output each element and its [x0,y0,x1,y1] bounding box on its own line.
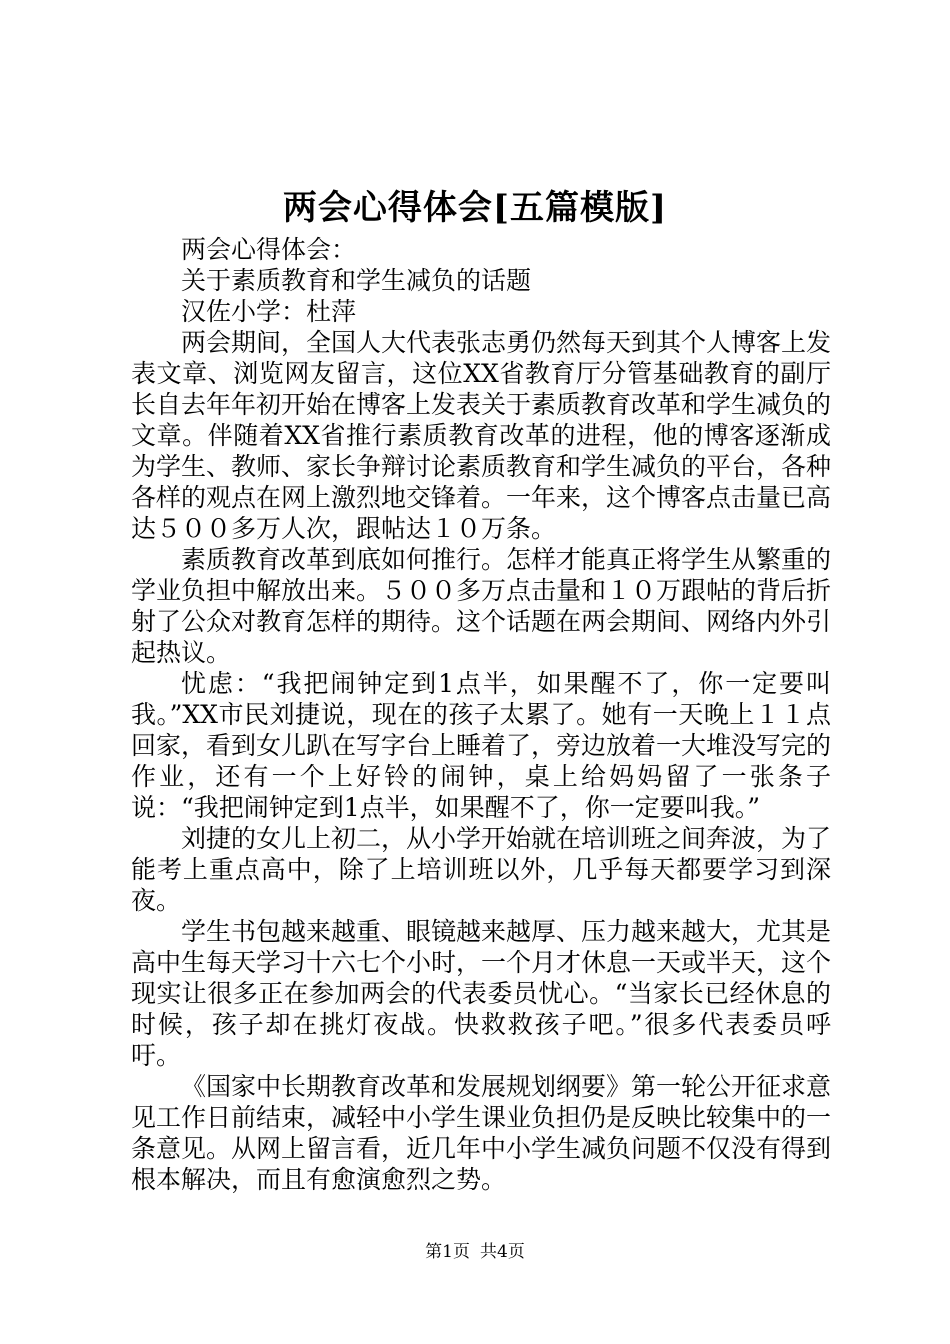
document-title: 两会心得体会[五篇模版] [282,188,668,228]
paragraph: 忧虑：“我把闹钟定到1点半，如果醒不了，你一定要叫我。”XX市民刘捷说，现在的孩子太累了。她有一天晚上１１点回家，看到女儿趴在写字台上睡着了，旁边放着一大堆没写完的作业，还有一个上好铃的闹钟，桌上给妈妈留了一张条子说：“我把闹钟定到1点半，如果醒不了，你一定要叫我。” [131,669,832,822]
paragraph-author: 汉佐小学：杜萍 [181,297,357,326]
paragraph-heading: 两会心得体会： [181,235,357,264]
paragraph: 刘捷的女儿上初二，从小学开始就在培训班之间奔波，为了能考上重点高中，除了上培训班以外，几乎每天都要学习到深夜。 [131,824,832,915]
paragraph: 学生书包越来越重、眼镜越来越厚、压力越来越大，尤其是高中生每天学习十六七个小时，一个月才休息一天或半天，这个现实让很多正在参加两会的代表委员忧心。“当家长已经休息的时候，孩子却在挑灯夜战。快救救孩子吧。”很多代表委员呼吁。 [131,917,832,1070]
page-total: 共4页 [480,1242,525,1262]
paragraph: 素质教育改革到底如何推行。怎样才能真正将学生从繁重的学业负担中解放出来。５００多万点击量和１０万跟帖的背后折射了公众对教育怎样的期待。这个话题在两会期间、网络内外引起热议。 [131,545,832,667]
paragraph: 两会期间，全国人大代表张志勇仍然每天到其个人博客上发表文章、浏览网友留言，这位XX省教育厅分管基础教育的副厅长自去年年初开始在博客上发表关于素质教育改革和学生减负的文章。伴随着XX省推行素质教育改革的进程，他的博客逐渐成为学生、教师、家长争辩讨论素质教育和学生减负的平台，各种各样的观点在网上激烈地交锋着。一年来，这个博客点击量已高达５００多万人次，跟帖达１０万条。 [131,328,832,543]
paragraph: 《国家中长期教育改革和发展规划纲要》第一轮公开征求意见工作日前结束，减轻中小学生课业负担仍是反映比较集中的一条意见。从网上留言看，近几年中小学生减负问题不仅没有得到根本解决，而且有愈演愈烈之势。 [131,1072,832,1194]
page-footer [0,1240,950,1264]
document-body [131,234,831,1195]
paragraph-topic: 关于素质教育和学生减负的话题 [181,266,532,295]
page-number: 第1页 [425,1242,470,1262]
